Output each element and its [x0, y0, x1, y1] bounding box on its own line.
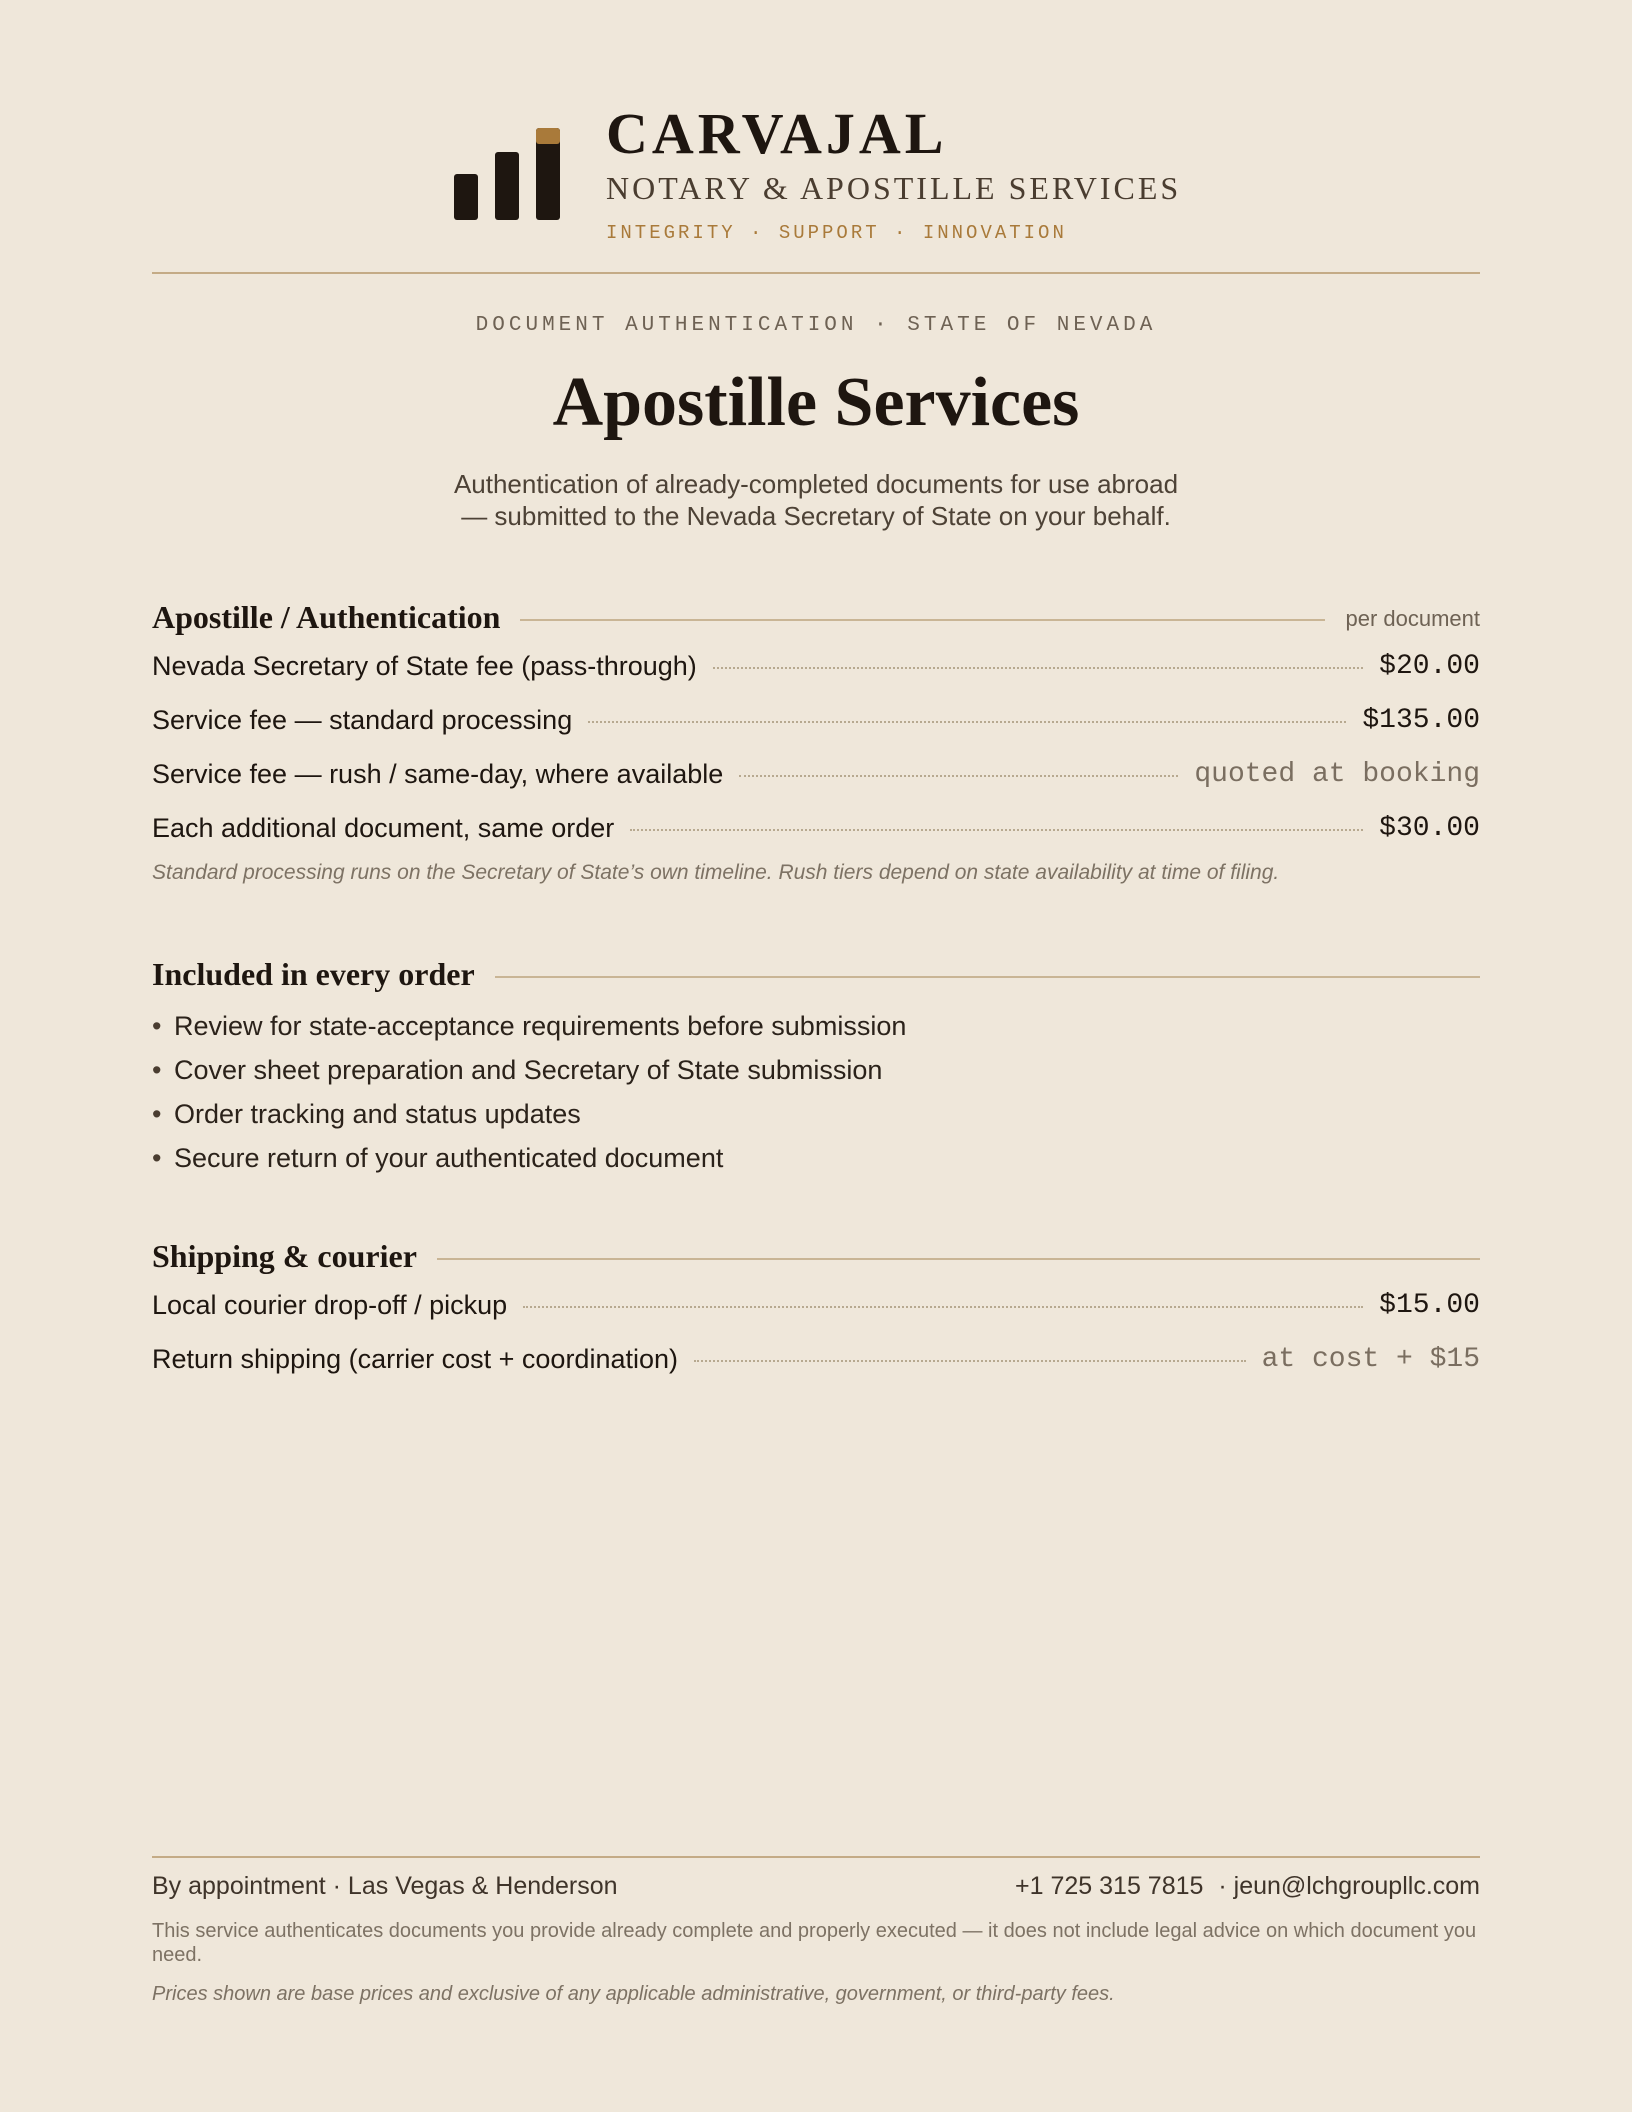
section-title: Shipping & courier — [152, 1237, 417, 1274]
phone-link[interactable]: +1 725 315 7815 — [1015, 1872, 1204, 1900]
bullet-icon: • — [152, 1143, 162, 1173]
lede-line-2: — submitted to the Nevada Secretary of State on your behalf. — [461, 501, 1171, 531]
dot-leader — [739, 775, 1178, 777]
footer-contact-row — [152, 1870, 1480, 1901]
price-sheet — [152, 0, 1480, 2112]
email-link[interactable]: · jeun@lchgroupllc.com — [1218, 1872, 1480, 1900]
price-row — [152, 639, 1480, 693]
list-item: • Order tracking and status updates — [152, 1092, 1480, 1136]
bullet-icon: • — [152, 1099, 162, 1129]
brand-subtitle: NOTARY & APOSTILLE SERVICES — [606, 170, 1182, 206]
section-rule — [437, 1258, 1480, 1260]
page-footer — [152, 1856, 1480, 2006]
price-row — [152, 1278, 1480, 1332]
price-label: Return shipping (carrier cost + coordination) — [152, 1343, 678, 1374]
price-row — [152, 747, 1480, 801]
price-value: quoted at booking — [1194, 758, 1480, 790]
availability-text: By appointment · Las Vegas & Henderson — [152, 1872, 618, 1900]
included-section — [152, 952, 1480, 1180]
price-value: $20.00 — [1379, 650, 1480, 682]
price-label: Service fee — rush / same-day, where available — [152, 758, 724, 789]
section-header — [152, 595, 1480, 639]
price-value: at cost + $15 — [1261, 1343, 1480, 1375]
section-footnote: Standard processing runs on the Secretary of State’s own timeline. Rush tiers depend on state availability at time of filing. — [152, 861, 1280, 884]
list-item: • Cover sheet preparation and Secretary of State submission — [152, 1048, 1480, 1092]
price-label: Nevada Secretary of State fee (pass-through) — [152, 650, 697, 681]
bullet-icon: • — [152, 1055, 162, 1085]
price-value: $15.00 — [1379, 1289, 1480, 1321]
brand-name: CARVAJAL — [606, 101, 948, 166]
price-label: Local courier drop-off / pickup — [152, 1289, 508, 1320]
list-item: • Review for state-acceptance requirements before submission — [152, 1004, 1480, 1048]
legal-disclaimer: This service authenticates documents you provide already complete and properly executed — it does not include legal advice on which document you need. — [152, 1920, 1477, 1966]
section-title: Included in every order — [152, 955, 475, 992]
price-value: $30.00 — [1379, 812, 1480, 844]
price-label: Service fee — standard processing — [152, 704, 573, 735]
contact-info — [1007, 1872, 1480, 1901]
list-item: • Secure return of your authenticated document — [152, 1136, 1480, 1180]
dot-leader — [713, 667, 1363, 669]
footer-divider — [152, 1856, 1480, 1858]
dot-leader — [630, 829, 1363, 831]
section-rule — [495, 976, 1480, 978]
document-kicker: DOCUMENT AUTHENTICATION · STATE OF NEVADA — [475, 314, 1157, 337]
section-title: Apostille / Authentication — [152, 598, 501, 635]
header-divider — [152, 272, 1480, 274]
section-header — [152, 952, 1480, 996]
bar-chart-logo-icon — [454, 128, 562, 220]
section-rule — [520, 619, 1325, 621]
included-list — [152, 1004, 1480, 1180]
apostille-section — [152, 595, 1480, 885]
shipping-section — [152, 1234, 1480, 1386]
page-lede — [376, 468, 1256, 532]
lede-line-1: Authentication of already-completed documents for use abroad — [453, 469, 1179, 499]
page-title: Apostille Services — [552, 364, 1080, 441]
price-label: Each additional document, same order — [152, 812, 615, 843]
dot-leader — [588, 721, 1346, 723]
price-row — [152, 693, 1480, 747]
price-disclaimer: Prices shown are base prices and exclusive of any applicable administrative, government, or third-party fees. — [152, 1983, 1115, 2005]
price-row — [152, 801, 1480, 855]
price-value: $135.00 — [1362, 704, 1480, 736]
brand-header — [454, 102, 1214, 252]
bullet-icon: • — [152, 1011, 162, 1041]
dot-leader — [523, 1306, 1363, 1308]
dot-leader — [694, 1360, 1246, 1362]
brand-tagline: INTEGRITY · SUPPORT · INNOVATION — [606, 222, 1067, 244]
unit-note: per document — [1345, 606, 1480, 631]
price-row — [152, 1332, 1480, 1386]
section-header — [152, 1234, 1480, 1278]
